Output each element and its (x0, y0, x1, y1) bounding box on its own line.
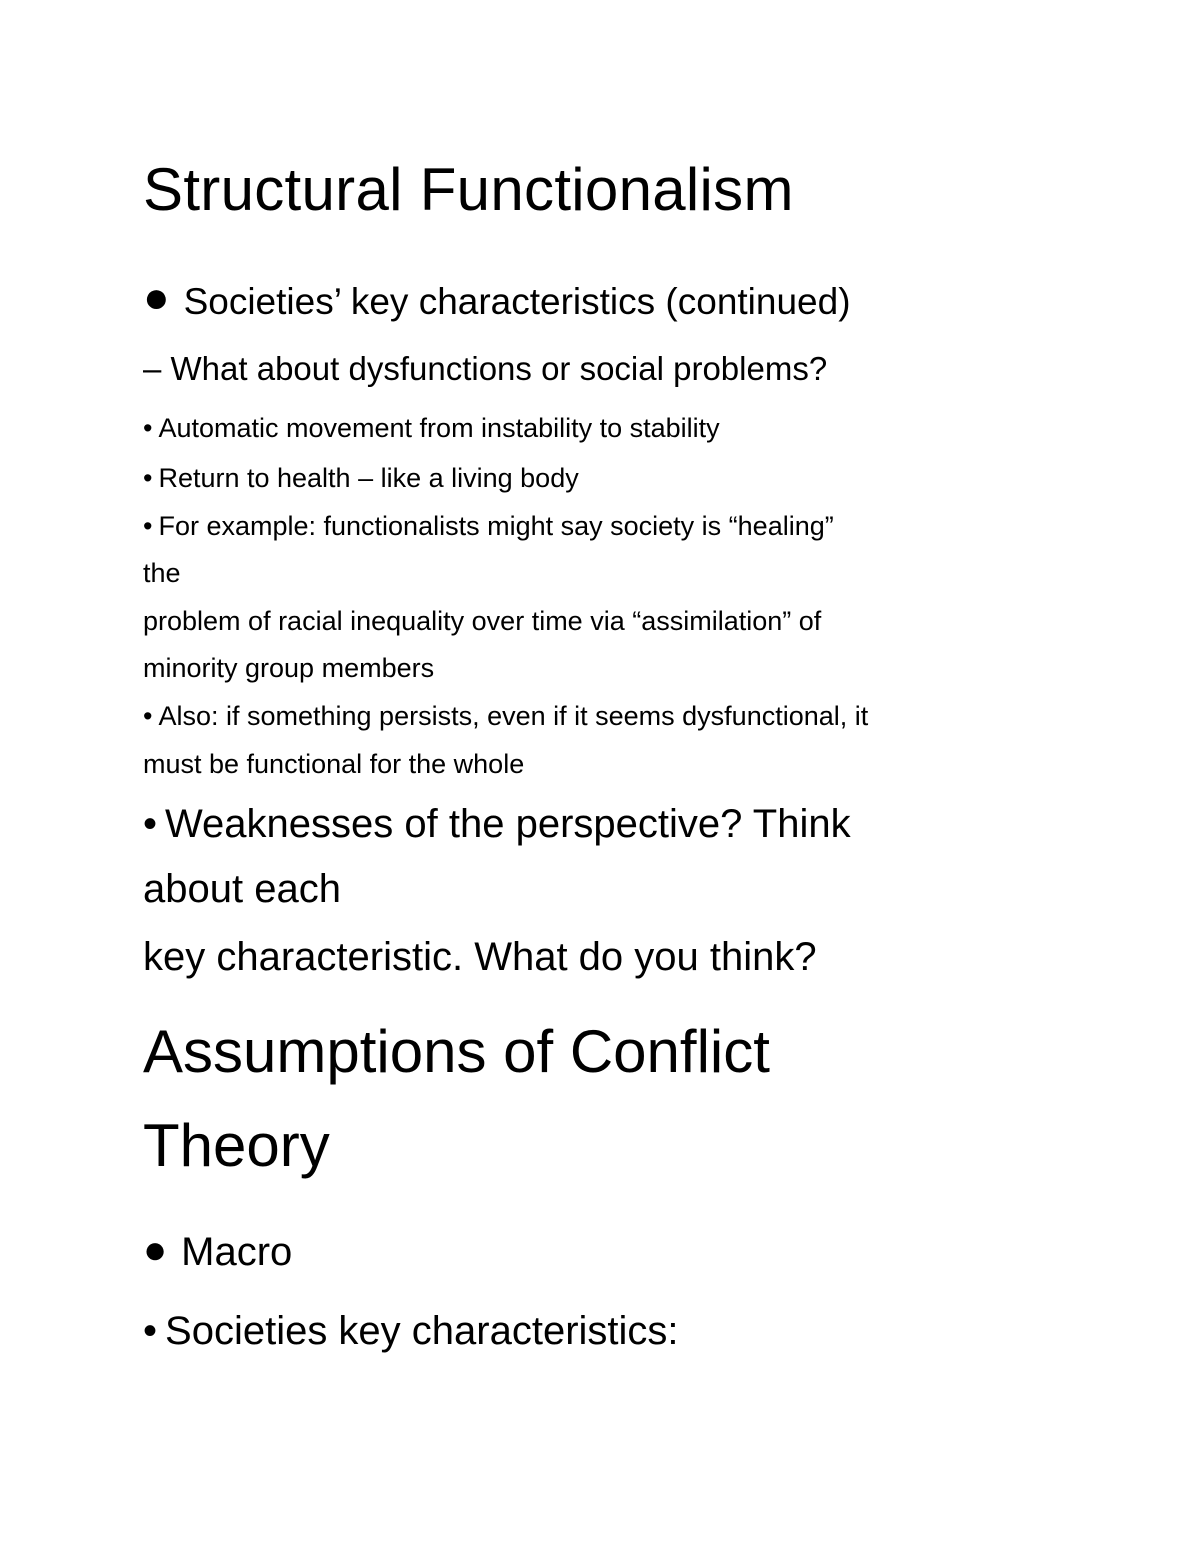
bullet-weaknesses-continuation (143, 937, 817, 977)
sub-bullet-also-persists (143, 703, 868, 730)
bullet-dot-icon: • (143, 511, 153, 541)
dash-line-dysfunctions (143, 352, 827, 385)
continuation-text: problem of racial inequality over time via “assimilation” of (143, 606, 822, 636)
continuation-text: minority group members (143, 653, 435, 683)
bullet-dot-icon: • (143, 463, 153, 493)
sub-bullet-text: Return to health – like a living body (158, 463, 579, 493)
bullet-macro (143, 1230, 292, 1272)
bullet-text: Societies’ key characteristics (continued) (183, 281, 851, 322)
sub-bullet-continuation (143, 751, 524, 778)
sub-bullet-continuation (143, 655, 434, 682)
bullet-dot-icon: • (143, 413, 153, 443)
bullet-societies-key-characteristics (143, 1311, 679, 1351)
sub-bullet-text: Automatic movement from instability to stability (158, 413, 720, 443)
bullet-societies-characteristics-continued (143, 273, 851, 322)
bullet-weaknesses (143, 804, 851, 844)
dash-line-text: – What about dysfunctions or social problems? (143, 350, 828, 387)
bullet-dot-icon: • (143, 802, 158, 846)
continuation-text: the (143, 558, 181, 588)
bullet-text: Societies key characteristics: (165, 1309, 679, 1353)
sub-bullet-text: For example: functionalists might say society is “healing” (158, 511, 834, 541)
section-title-text: Structural Functionalism (143, 156, 794, 223)
section-title-conflict-theory (143, 1018, 770, 1085)
bullet-text: Macro (181, 1230, 293, 1274)
bullet-weaknesses-continuation (143, 869, 341, 909)
section-title-text: Assumptions of Conflict (143, 1018, 770, 1085)
sub-bullet-for-example (143, 513, 834, 540)
continuation-text: about each (143, 867, 341, 911)
sub-bullet-continuation (143, 560, 181, 587)
bullet-text: Weaknesses of the perspective? Think (165, 802, 851, 846)
continuation-text: must be functional for the whole (143, 749, 525, 779)
bullet-dot-icon: ● (143, 1228, 168, 1272)
section-title-conflict-theory-continuation (143, 1112, 330, 1179)
section-title-text: Theory (143, 1112, 330, 1179)
continuation-text: key characteristic. What do you think? (143, 935, 817, 979)
bullet-dot-icon: • (143, 701, 153, 731)
sub-bullet-continuation (143, 608, 821, 635)
sub-bullet-automatic-movement (143, 415, 720, 442)
bullet-dot-icon: ● (143, 273, 170, 322)
bullet-dot-icon: • (143, 1309, 158, 1353)
section-title-structural-functionalism (143, 156, 794, 223)
sub-bullet-return-to-health (143, 465, 579, 492)
sub-bullet-text: Also: if something persists, even if it seems dysfunctional, it (158, 701, 869, 731)
